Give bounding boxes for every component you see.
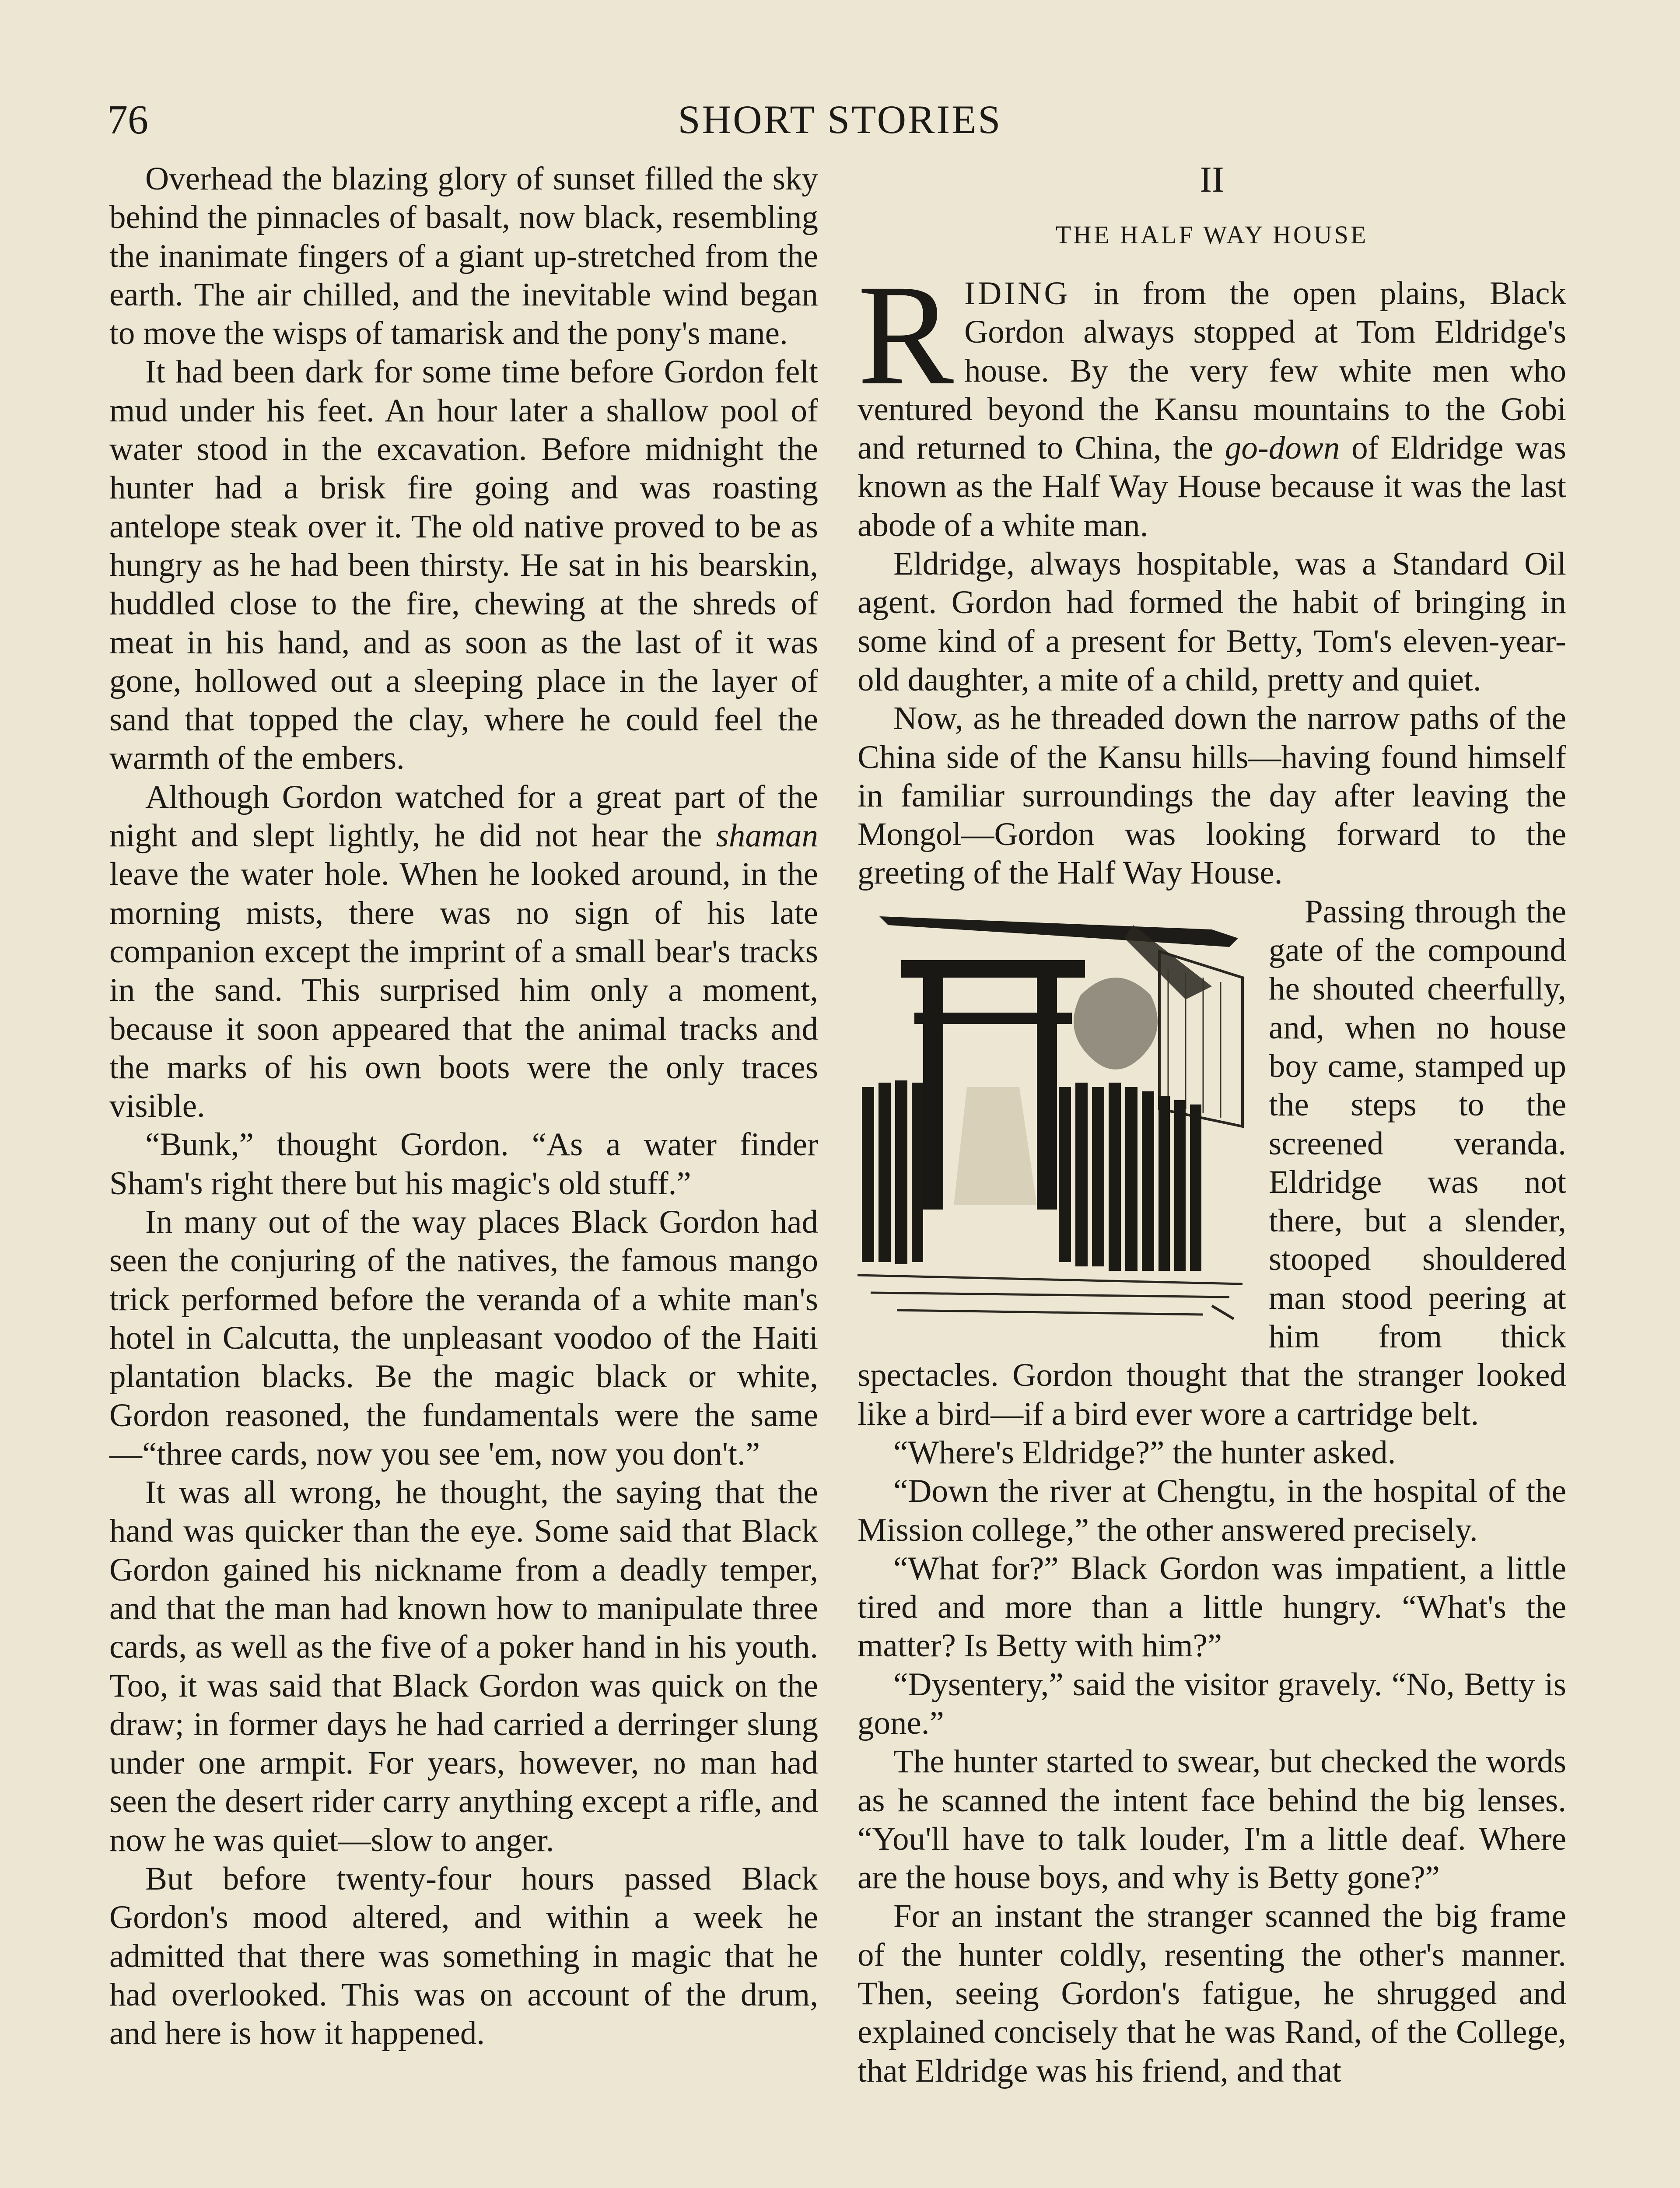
section-title: THE HALF WAY HOUSE xyxy=(1055,221,1368,249)
gate-drawing xyxy=(853,899,1251,1332)
left-column xyxy=(109,160,818,2053)
paragraph xyxy=(109,778,818,1126)
drop-cap-continuation: IDING xyxy=(964,275,1071,312)
paragraph: Eldridge, always hospitable, was a Standard Oil agent. Gordon had formed the habit of bringing in some kind of a present for Betty, Tom's eleven-year-old daughter, a mite of a child, pretty and quiet. xyxy=(858,546,1566,698)
paragraph: “Bunk,” thought Gordon. “As a water finder Sham's right there but his magic's old stuff.” xyxy=(109,1126,818,1202)
paragraph: In many out of the way places Black Gordon had seen the conjuring of the natives, the famous mango trick performed before the veranda of a white man's hotel in Calcutta, the unpleasant voodoo of the Haiti plantation blacks. Be the magic black or white, Gordon reasoned, the fundamentals were the same—“three cards, now you see 'em, now you don't.” xyxy=(109,1204,818,1472)
drop-cap: R xyxy=(858,255,954,415)
italic-word: shaman xyxy=(716,817,818,854)
running-head: SHORT STORIES xyxy=(678,97,1002,142)
gate-illustration xyxy=(853,899,1251,1332)
paragraph: Passing through the gate of the compound he shouted cheerfully, and, when no house boy came, stamped up the steps to the screened veranda. Eldridge was not there, but a slender, stooped shouldered man stood peering at him from thick spectacles. Gordon thought that the stranger looked like a bird—if a bird ever wore a cartridge belt. xyxy=(858,893,1566,1432)
paragraph: “Where's Eldridge?” the hunter asked. xyxy=(893,1434,1396,1471)
paragraph: Now, as he threaded down the narrow paths of the China side of the Kansu hills—having found himself in familiar surroundings the day after leaving the Mongol—Gordon was looking forward to the greeting of the Half Way House. xyxy=(858,700,1566,891)
page-number: 76 xyxy=(107,97,148,143)
text-run: Although Gordon watched for a great part of the night and slept lightly, he did not hear the xyxy=(109,778,818,854)
italic-word: go-down xyxy=(1225,430,1340,466)
page-header xyxy=(107,96,1573,149)
paragraph: But before twenty-four hours passed Black Gordon's mood altered, and within a week he admitted that there was something in magic that he had overlooked. This was on account of the drum, and here is how it happened. xyxy=(109,1861,818,2052)
text-run: in from the open plains, Black Gordon always stopped at Tom Eldridge's house. By the very few white men who ventured beyond the Kansu mountains to the Gobi and returned to China, the xyxy=(858,275,1566,466)
paragraph: For an instant the stranger scanned the big frame of the hunter coldly, resenting the other's manner. Then, seeing Gordon's fatigue, he shrugged and explained concisely that he was Rand, of the College, that Eldridge was his friend, and that xyxy=(858,1898,1566,2089)
section-number: II xyxy=(1200,159,1224,200)
paragraph: “Down the river at Chengtu, in the hospital of the Mission college,” the other answered precisely. xyxy=(858,1473,1566,1548)
paragraph: “What for?” Black Gordon was impatient, a little tired and more than a little hungry. “What's the matter? Is Betty with him?” xyxy=(858,1550,1566,1664)
opening-paragraph xyxy=(858,255,1566,545)
paragraph: The hunter started to swear, but checked the words as he scanned the intent face behind the big lenses. “You'll have to talk louder, I'm a little deaf. Where are the house boys, and why is Betty gone?” xyxy=(858,1743,1566,1896)
paragraph: It was all wrong, he thought, the saying that the hand was quicker than the eye. Some said that Black Gordon gained his nickname from a deadly temper, and that the man had known how to manipulate three cards, as well as the five of a poker hand in his youth. Too, it was said that Black Gordon was quick on the draw; in former days he had carried a derringer slung under one armpit. For years, however, no man had seen the desert rider carry anything except a rifle, and now he was quiet—slow to anger. xyxy=(109,1474,818,1858)
text-run: leave the water hole. When he looked around, in the morning mists, there was no sign of his late companion except the imprint of a small bear's tracks in the sand. This surprised him only a moment, because it soon appeared that the animal tracks and the marks of his own boots were the only traces visible. xyxy=(109,856,818,1125)
right-column xyxy=(858,160,1566,2090)
paragraph: Overhead the blazing glory of sunset filled the sky behind the pinnacles of basalt, now black, resembling the inanimate fingers of a giant up-stretched from the earth. The air chilled, and the inevitable wind began to move the wisps of tamarisk and the pony's mane. xyxy=(109,161,818,352)
text-run: of Eldridge was known as the Half Way House because it was the last abode of a white man. xyxy=(858,430,1566,543)
paragraph: It had been dark for some time before Gordon felt mud under his feet. An hour later a shallow pool of water stood in the excavation. Before midnight the hunter had a brisk fire going and was roasting antelope steak over it. The old native proved to be as hungry as he had been thirsty. He sat in his bearskin, huddled close to the fire, chewing at the shreds of meat in his hand, and as soon as the last of it was gone, hollowed out a sleeping place in the layer of sand that topped the clay, where he could feel the warmth of the embers. xyxy=(109,354,818,777)
paragraph: “Dysentery,” said the visitor gravely. “No, Betty is gone.” xyxy=(858,1666,1566,1741)
